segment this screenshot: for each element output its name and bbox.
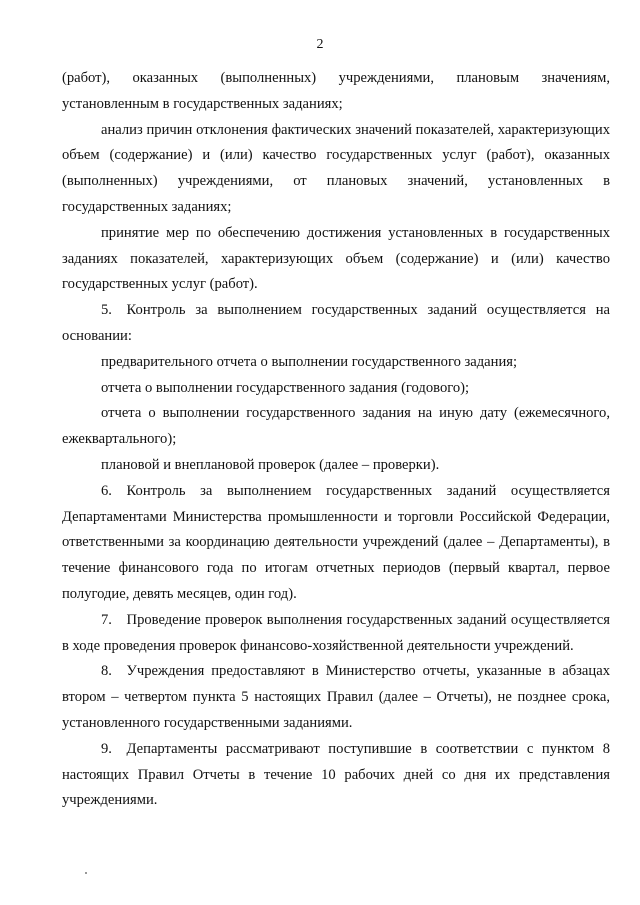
paragraph-measures: принятие мер по обеспечению достижения установленных в государственных заданиях показателей, характеризующих объем (содержание) и (или) качество государственных услуг (работ). [62,224,610,293]
scan-speck [85,872,87,874]
paragraph-item-6: 6. Контроль за выполнением государственных заданий осуществляется Департаментами Министерства промышленности и торговли Российской Федерации, ответственными за координацию деятельности учреждений (далее – Департаменты), в течение финансового года по итогам отчетных периодов (первый квартал, первое полугодие, девять месяцев, один год). [62,482,610,602]
paragraph-item-8: 8. Учреждения предоставляют в Министерство отчеты, указанные в абзацах втором – четвертом пункта 5 настоящих Правил (далее – Отчеты), не позднее срока, установленного государственными заданиями. [62,663,610,731]
paragraph-continuation: (работ), оказанных (выполненных) учреждениями, плановым значениям, установленным в государственных заданиях; [62,70,610,112]
paragraph-annual-report: отчета о выполнении государственного задания (годового); [101,379,470,396]
paragraph-other-date-report: отчета о выполнении государственного задания на иную дату (ежемесячного, ежеквартального); [62,405,610,448]
page-number: 2 [316,37,324,52]
paragraph-item-7: 7. Проведение проверок выполнения государственных заданий осуществляется в ходе проведения проверок финансово-хозяйственной деятельности учреждений. [62,611,610,654]
paragraph-analysis: анализ причин отклонения фактических значений показателей, характеризующих объем (содержание) и (или) качество государственных услуг (работ), оказанных (выполненных) учреждениями, от плановых значений, установленных в государственных заданиях; [62,121,610,215]
paragraph-item-5: 5. Контроль за выполнением государственных заданий осуществляется на основании: [62,302,610,344]
paragraph-inspections: плановой и внеплановой проверок (далее – проверки). [101,456,440,473]
paragraph-preliminary-report: предварительного отчета о выполнении государственного задания; [101,353,518,370]
document-body [62,66,610,814]
paragraph-item-9: 9. Департаменты рассматривают поступившие в соответствии с пунктом 8 настоящих Правил Отчеты в течение 10 рабочих дней со дня их представления учреждениями. [62,740,610,809]
